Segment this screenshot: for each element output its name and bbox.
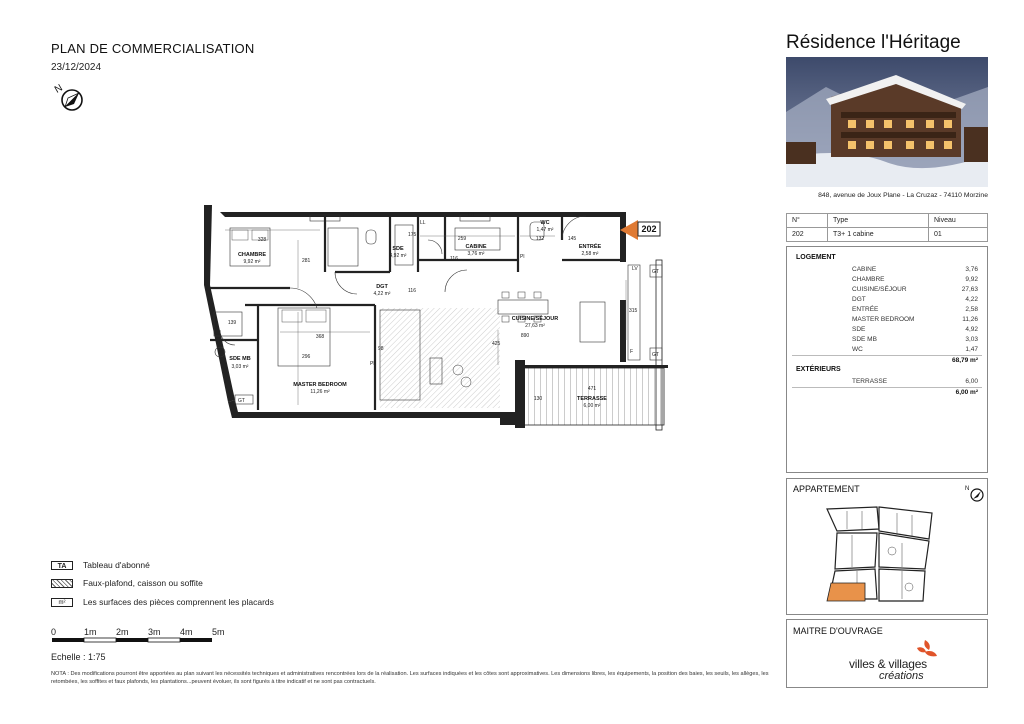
hatch-swatch-icon: [51, 579, 73, 588]
room-name-sde: SDE: [392, 246, 404, 252]
residence-name: Résidence l'Héritage: [786, 32, 961, 53]
scale-bar: [51, 626, 251, 646]
lot-header-level: Niveau: [929, 214, 988, 228]
scale-tick: 1m: [84, 627, 97, 637]
surface-row: [852, 326, 978, 333]
maitre-ouvrage-panel: [786, 619, 988, 688]
scale-tick: 4m: [180, 627, 193, 637]
tag-gt: GT: [468, 212, 475, 218]
room-name-chambre: CHAMBRE: [237, 252, 267, 258]
room-name-wc: WC: [540, 220, 550, 226]
kitchen-island: [580, 302, 605, 342]
room-name-sde-mb: SDE MB: [229, 356, 251, 362]
surface-name: CHAMBRE: [852, 276, 885, 283]
surface-name: CABINE: [852, 266, 877, 273]
scale-label: Echelle : 1:75: [51, 652, 106, 662]
tag-ll: LL: [420, 220, 426, 226]
maitre-ouvrage-label: MAITRE D'OUVRAGE: [793, 626, 883, 636]
room-area-sde: 4,92 m²: [389, 253, 407, 259]
surface-row: [852, 296, 978, 303]
dim-label: 98: [378, 346, 384, 352]
surface-value: 4,92: [965, 326, 978, 333]
lot-header-number: N°: [787, 214, 828, 228]
unit-highlight: [827, 583, 865, 601]
surface-value: 9,92: [965, 276, 978, 283]
exterieurs-heading: EXTÉRIEURS: [796, 366, 841, 373]
surface-value: 27,63: [961, 286, 978, 293]
surface-value: 2,58: [965, 306, 978, 313]
dim-label: 175: [408, 232, 417, 238]
surface-row: [852, 286, 978, 293]
room-area-sde-mb: 3,03 m²: [231, 364, 249, 370]
lot-level: 01: [929, 228, 988, 242]
surface-row: [852, 276, 978, 283]
room-name-cabine: CABINE: [465, 244, 487, 250]
legend-ta-text: Tableau d'abonné: [83, 560, 150, 570]
dim-label: 368: [315, 334, 325, 340]
brand-subname: créations: [879, 670, 924, 682]
lot-number: 202: [787, 228, 828, 242]
tag-lv: LV: [632, 266, 638, 272]
wc-sde: [366, 230, 376, 244]
appartement-label: APPARTEMENT: [793, 484, 860, 494]
surface-name: WC: [852, 346, 863, 353]
dim-label: 890: [520, 333, 530, 339]
divider: [792, 355, 982, 356]
surface-row: [852, 266, 978, 273]
surface-name: DGT: [852, 296, 866, 303]
dim-label: 116: [408, 288, 416, 294]
lot-header-type: Type: [828, 214, 929, 228]
surface-value: 3,03: [965, 336, 978, 343]
room-area-terrasse: 6,00 m²: [583, 403, 601, 409]
building-key-plan: [817, 499, 957, 611]
dim-label: 315: [629, 308, 638, 314]
divider: [792, 387, 982, 388]
brand-name: villes & villages: [849, 657, 927, 671]
unit-tag: 202: [641, 224, 657, 234]
legend-m2-symbol: m²: [51, 598, 73, 607]
dim-label: 328: [257, 237, 267, 243]
lot-table: [786, 213, 988, 242]
room-area-entree: 2,58 m²: [581, 251, 599, 257]
north-compass-icon: [965, 483, 985, 503]
scale-tick: 2m: [116, 627, 129, 637]
tag-gt: GT: [652, 269, 659, 275]
legend-faux-text: Faux-plafond, caisson ou soffite: [83, 578, 203, 588]
surface-panel: [786, 246, 988, 473]
disclaimer-note: NOTA : Des modifications pourront être apportées au plan suivant les nécessités techniques et administratives rencontrées lors de la réalisation. Les surfaces indiquées et les côtes sont approximatives. Les dimensions libres, les équipements, la position des baies, les seuils, les allèges, les retombées, les soffites et faux plafonds, les plantations...peuvent évoluer, ils sont figurés à titre indicatif et ne sont pas contractuels.: [51, 671, 769, 685]
document-title: PLAN DE COMMERCIALISATION: [51, 41, 255, 56]
tag-gt: GT: [348, 212, 355, 218]
tag-gt: GT: [652, 352, 659, 358]
dim-label: 425: [492, 341, 501, 347]
north-compass-icon: [52, 80, 86, 114]
scale-tick: 5m: [212, 627, 225, 637]
room-name-dgt: DGT: [376, 284, 388, 290]
surface-row: [852, 336, 978, 343]
floor-plan: [180, 200, 670, 435]
legend-ta-symbol: TA: [51, 561, 73, 570]
lot-type: T3+ 1 cabine: [828, 228, 929, 242]
room-name-cuisine: CUISINE/SÉJOUR: [511, 316, 559, 322]
logement-total: 68,79 m²: [951, 357, 978, 364]
surface-value: 11,26: [962, 316, 978, 323]
room-area-master-bedroom: 11,26 m²: [310, 389, 330, 395]
surface-value: 3,76: [965, 266, 978, 273]
dim-label: 139: [227, 320, 237, 326]
residence-address: 848, avenue de Joux Plane - La Cruzaz - 74110 Morzine: [818, 192, 988, 199]
surface-row: [852, 316, 978, 323]
legend-item: [51, 578, 203, 588]
surface-name: MASTER BEDROOM: [852, 316, 915, 323]
compass-letter: N: [52, 82, 65, 96]
dining-table: [498, 300, 548, 314]
surface-name: SDE: [852, 326, 866, 333]
dim-label: 145: [567, 236, 577, 242]
legend-item: [51, 560, 150, 570]
surface-name: SDE MB: [852, 336, 877, 343]
tag-pl: Pl: [520, 254, 525, 260]
scale-tick: 0: [51, 627, 57, 637]
compass-letter: N: [965, 486, 970, 492]
surface-value: 1,47: [965, 346, 978, 353]
dim-label: 130: [533, 396, 543, 402]
legend-m2-text: Les surfaces des pièces comprennent les placards: [83, 597, 274, 607]
surface-name: ENTRÉE: [852, 306, 879, 313]
exterieurs-total: 6,00 m²: [955, 389, 978, 396]
document-date: 23/12/2024: [51, 62, 102, 73]
room-area-wc: 1,47 m²: [536, 227, 554, 233]
tag-f: F: [630, 349, 634, 355]
dim-label: 296: [302, 354, 311, 360]
room-name-terrasse: TERRASSE: [577, 396, 607, 402]
room-area-chambre: 9,92 m²: [243, 259, 261, 265]
appartement-panel: [786, 478, 988, 615]
surface-name: CUISINE/SÉJOUR: [852, 286, 907, 293]
scale-tick: 3m: [148, 627, 161, 637]
building-photo: [786, 57, 988, 187]
surface-name: TERRASSE: [852, 378, 888, 385]
dim-label: 471: [587, 386, 597, 392]
surface-row: [852, 378, 978, 385]
tag-gt: GT: [238, 398, 245, 404]
room-name-master-bedroom: MASTER BEDROOM: [293, 382, 347, 388]
legend-item: [51, 597, 274, 607]
dim-label: 281: [302, 258, 311, 264]
surface-row: [852, 306, 978, 313]
room-area-cuisine: 27,63 m²: [525, 323, 545, 329]
dim-label: 116: [450, 256, 458, 262]
room-area-dgt: 4,22 m²: [373, 291, 391, 297]
logement-heading: LOGEMENT: [796, 254, 836, 261]
dim-label: 132: [535, 236, 545, 242]
dim-label: 259: [457, 236, 467, 242]
room-area-cabine: 3,76 m²: [467, 251, 485, 257]
surface-row: [852, 346, 978, 353]
tag-pl: Pl: [370, 361, 375, 367]
surface-value: 6,00: [965, 378, 978, 385]
surface-value: 4,22: [965, 296, 978, 303]
shower-sde: [328, 228, 358, 266]
room-name-entree: ENTRÉE: [578, 244, 602, 250]
